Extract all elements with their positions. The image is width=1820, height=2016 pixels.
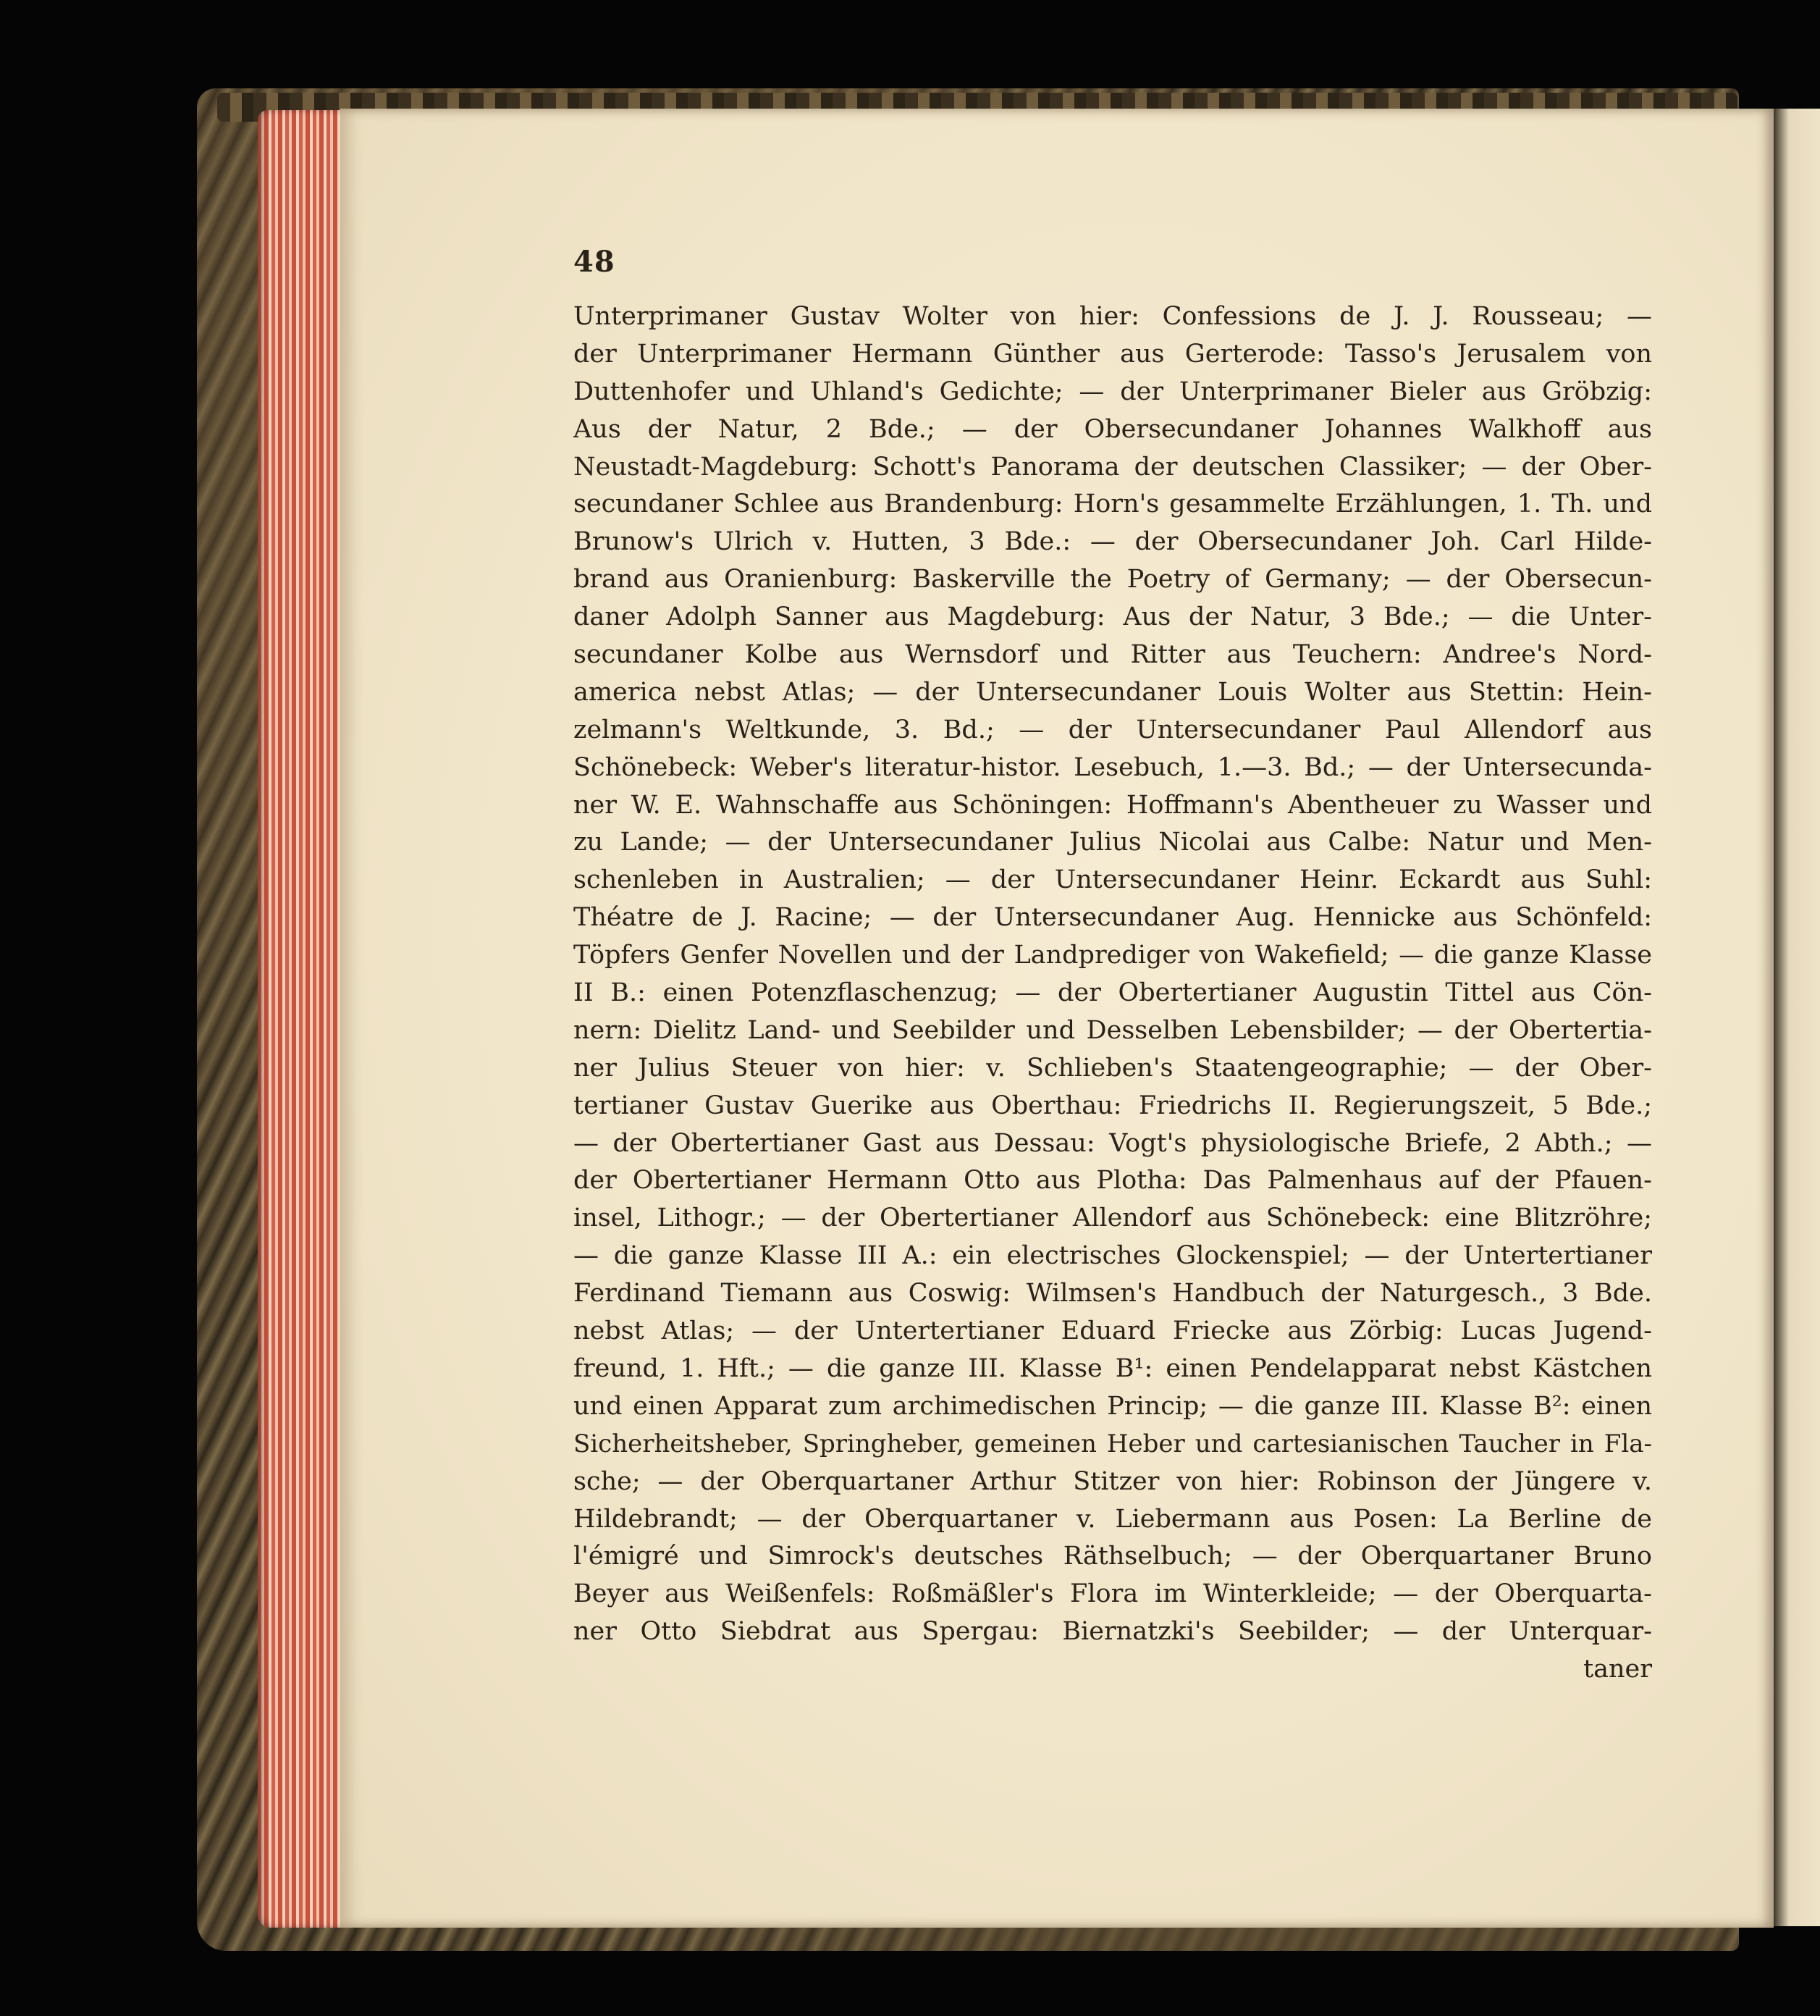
text-line: tertianer Gustav Guerike aus Oberthau: Friedrichs II. Regierungszeit, 5 Bde.; [573, 1091, 1652, 1120]
text-line: Ferdinand Tiemann aus Coswig: Wilmsen's Handbuch der Naturgesch., 3 Bde. [573, 1279, 1652, 1309]
text-line: secundaner Schlee aus Brandenburg: Horn's gesammelte Erzählungen, 1. Th. und [573, 490, 1652, 519]
text-line: Brunow's Ulrich v. Hutten, 3 Bde.: — der Obersecundaner Joh. Carl Hilde- [573, 527, 1652, 557]
text-line: Töpfers Genfer Novellen und der Landprediger von Wakefield; — die ganze Klasse [573, 941, 1652, 970]
text-line: secundaner Kolbe aus Wernsdorf und Ritter aus Teuchern: Andree's Nord- [573, 640, 1652, 670]
text-line: nern: Dielitz Land- und Seebilder und Desselben Lebensbilder; — der Obertertia- [573, 1015, 1652, 1045]
text-line: daner Adolph Sanner aus Magdeburg: Aus der Natur, 3 Bde.; — die Unter- [573, 602, 1652, 632]
text-line-catchword: taner [1583, 1655, 1652, 1684]
text-line: II B.: einen Potenzflaschenzug; — der Obertertianer Augustin Tittel aus Cön- [573, 978, 1652, 1008]
page-number: 48 [573, 245, 615, 279]
text-line: Sicherheitsheber, Springheber, gemeinen Heber und cartesianischen Taucher in Fla- [573, 1429, 1652, 1458]
text-line: nebst Atlas; — der Untertertianer Eduard Friecke aus Zörbig: Lucas Jugend- [573, 1316, 1652, 1346]
text-line: brand aus Oranienburg: Baskerville the Poetry of Germany; — der Obersecun- [573, 565, 1652, 595]
book-page [340, 109, 1774, 1928]
text-line: Théatre de J. Racine; — der Untersecundaner Aug. Hennicke aus Schönfeld: [573, 903, 1652, 933]
text-line: sche; — der Oberquartaner Arthur Stitzer von hier: Robinson der Jüngere v. [573, 1466, 1652, 1496]
text-line: Beyer aus Weißenfels: Roßmäßler's Flora im Winterkleide; — der Oberquarta- [573, 1579, 1652, 1609]
text-line: Hildebrandt; — der Oberquartaner v. Liebermann aus Posen: La Berline de [573, 1504, 1652, 1534]
text-line: der Unterprimaner Hermann Günther aus Gerterode: Tasso's Jerusalem von [573, 339, 1652, 369]
text-line: Unterprimaner Gustav Wolter von hier: Confessions de J. J. Rousseau; — [573, 302, 1652, 331]
facing-page [1772, 109, 1820, 1926]
text-block [573, 298, 1652, 1689]
text-line: Neustadt-Magdeburg: Schott's Panorama der deutschen Classiker; — der Ober- [573, 452, 1652, 482]
text-line: l'émigré und Simrock's deutsches Räthselbuch; — der Oberquartaner Bruno [573, 1542, 1652, 1571]
text-line: ner Otto Siebdrat aus Spergau: Biernatzki's Seebilder; — der Unterquar- [573, 1617, 1652, 1647]
text-line: america nebst Atlas; — der Untersecundaner Louis Wolter aus Stettin: Hein- [573, 677, 1652, 707]
text-line: ner Julius Steuer von hier: v. Schlieben's Staatengeographie; — der Ober- [573, 1053, 1652, 1083]
text-line: ner W. E. Wahnschaffe aus Schöningen: Hoffmann's Abentheuer zu Wasser und [573, 790, 1652, 820]
text-line: insel, Lithogr.; — der Obertertianer Allendorf aus Schönebeck: eine Blitzröhre; [573, 1204, 1652, 1233]
page-edges [258, 110, 352, 1928]
text-line: zelmann's Weltkunde, 3. Bd.; — der Untersecundaner Paul Allendorf aus [573, 715, 1652, 744]
text-line: zu Lande; — der Untersecundaner Julius Nicolai aus Calbe: Natur und Men- [573, 828, 1652, 857]
text-line: — die ganze Klasse III A.: ein electrisches Glockenspiel; — der Untertertianer [573, 1241, 1652, 1271]
text-line: — der Obertertianer Gast aus Dessau: Vogt's physiologische Briefe, 2 Abth.; — [573, 1128, 1652, 1158]
text-line: Schönebeck: Weber's literatur-histor. Lesebuch, 1.—3. Bd.; — der Untersecunda- [573, 752, 1652, 782]
text-line: und einen Apparat zum archimedischen Princip; — die ganze III. Klasse B²: einen [573, 1391, 1652, 1421]
text-line: Aus der Natur, 2 Bde.; — der Obersecundaner Johannes Walkhoff aus [573, 414, 1652, 444]
text-line: der Obertertianer Hermann Otto aus Plotha: Das Palmenhaus auf der Pfauen- [573, 1166, 1652, 1196]
text-line: schenleben in Australien; — der Untersecundaner Heinr. Eckardt aus Suhl: [573, 865, 1652, 895]
text-line: freund, 1. Hft.; — die ganze III. Klasse B¹: einen Pendelapparat nebst Kästchen [573, 1353, 1652, 1383]
text-line: Duttenhofer und Uhland's Gedichte; — der Unterprimaner Bieler aus Gröbzig: [573, 377, 1652, 406]
